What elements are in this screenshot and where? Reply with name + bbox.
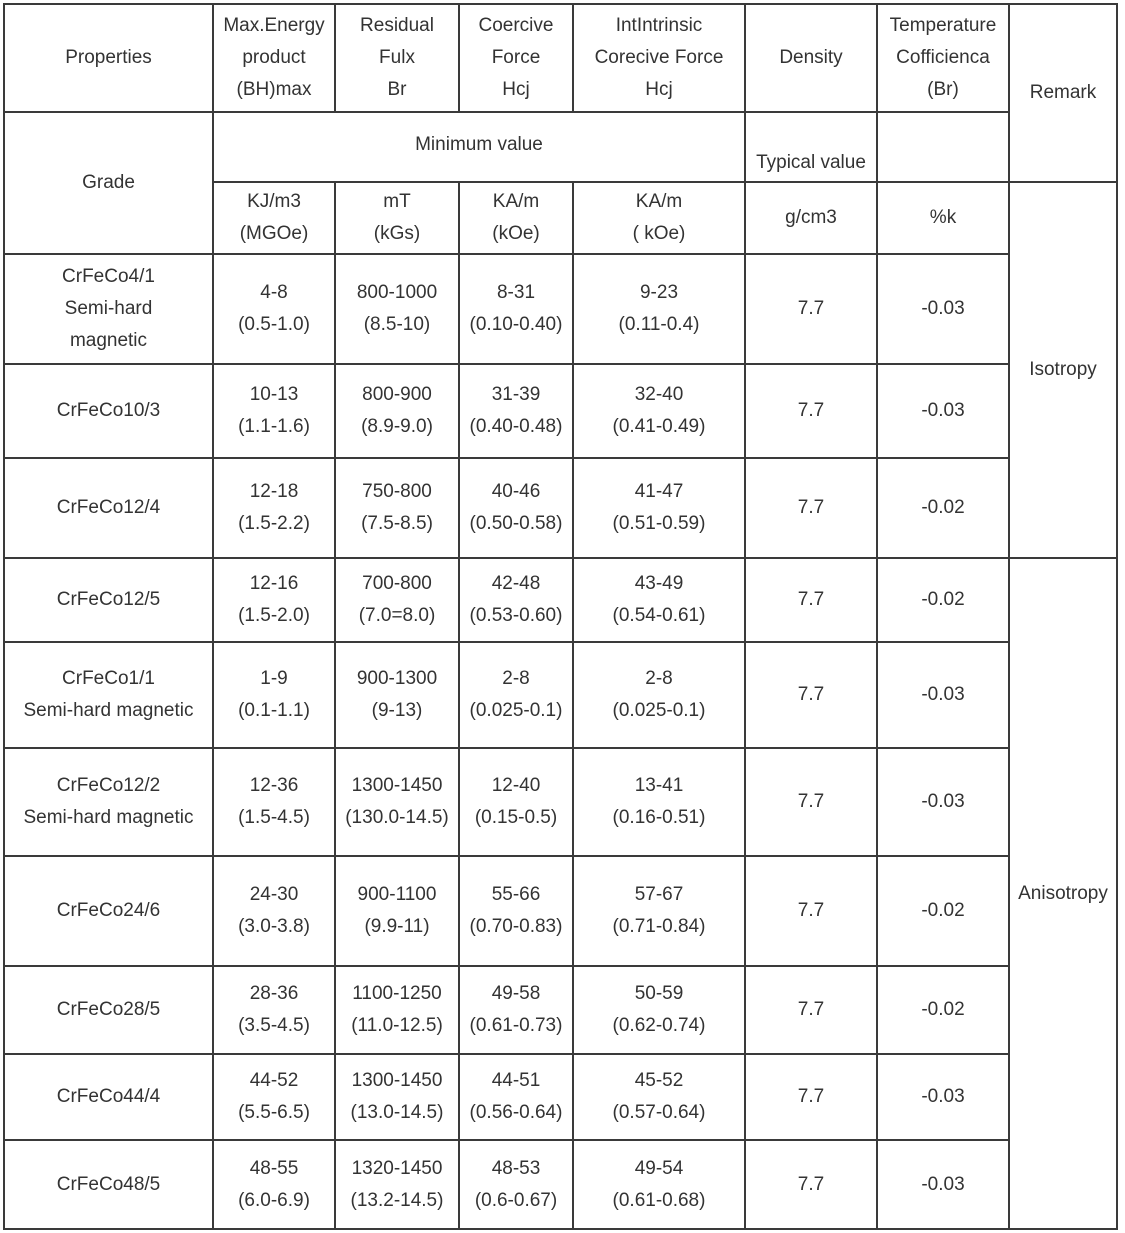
intrinsic-cell: 9-23 (0.11-0.4): [573, 254, 745, 364]
temperature-cell: -0.02: [877, 856, 1009, 966]
density-cell: 7.7: [745, 748, 877, 856]
temperature-cell: -0.03: [877, 254, 1009, 364]
table-row: [4, 642, 1117, 748]
table-row: [4, 856, 1117, 966]
grade-cell: CrFeCo28/5: [4, 966, 213, 1054]
density-cell: 7.7: [745, 966, 877, 1054]
coercive-cell: 8-31 (0.10-0.40): [459, 254, 573, 364]
energy-cell: 44-52 (5.5-6.5): [213, 1054, 335, 1140]
density-cell: 7.7: [745, 1140, 877, 1229]
remark-anisotropy: Anisotropy: [1009, 558, 1117, 1229]
remark-header: Remark: [1009, 4, 1117, 182]
intrinsic-cell: 50-59 (0.62-0.74): [573, 966, 745, 1054]
density-cell: 7.7: [745, 364, 877, 458]
table-row: [4, 966, 1117, 1054]
residual-cell: 1100-1250 (11.0-12.5): [335, 966, 459, 1054]
intrinsic-cell: 45-52 (0.57-0.64): [573, 1054, 745, 1140]
table-row: [4, 254, 1117, 364]
temperature-cell: -0.03: [877, 642, 1009, 748]
energy-cell: 48-55 (6.0-6.9): [213, 1140, 335, 1229]
table-row: [4, 748, 1117, 856]
temperature-cell: -0.03: [877, 1140, 1009, 1229]
intrinsic-cell: 2-8 (0.025-0.1): [573, 642, 745, 748]
grade-header: Grade: [4, 112, 213, 254]
energy-cell: 10-13 (1.1-1.6): [213, 364, 335, 458]
density-cell: 7.7: [745, 1054, 877, 1140]
max-energy-header: Max.Energy product (BH)max: [213, 4, 335, 112]
temperature-cell: -0.02: [877, 558, 1009, 642]
minimum-value-header: Minimum value: [213, 112, 745, 182]
residual-cell: 1300-1450 (130.0-14.5): [335, 748, 459, 856]
temperature-cell: -0.02: [877, 966, 1009, 1054]
coercive-cell: 44-51 (0.56-0.64): [459, 1054, 573, 1140]
grade-cell: CrFeCo44/4: [4, 1054, 213, 1140]
table-row: [4, 1054, 1117, 1140]
energy-cell: 1-9 (0.1-1.1): [213, 642, 335, 748]
grade-cell: CrFeCo24/6: [4, 856, 213, 966]
magnet-properties-table: [3, 3, 1118, 1230]
grade-cell: CrFeCo12/4: [4, 458, 213, 558]
coercive-cell: 2-8 (0.025-0.1): [459, 642, 573, 748]
table-row: [4, 1140, 1117, 1229]
temperature-cell: -0.03: [877, 364, 1009, 458]
residual-cell: 800-900 (8.9-9.0): [335, 364, 459, 458]
residual-cell: 1300-1450 (13.0-14.5): [335, 1054, 459, 1140]
residual-cell: 800-1000 (8.5-10): [335, 254, 459, 364]
energy-cell: 24-30 (3.0-3.8): [213, 856, 335, 966]
grade-cell: CrFeCo10/3: [4, 364, 213, 458]
coercive-cell: 49-58 (0.61-0.73): [459, 966, 573, 1054]
residual-cell: 700-800 (7.0=8.0): [335, 558, 459, 642]
coercive-cell: 40-46 (0.50-0.58): [459, 458, 573, 558]
intrinsic-cell: 57-67 (0.71-0.84): [573, 856, 745, 966]
residual-cell: 1320-1450 (13.2-14.5): [335, 1140, 459, 1229]
intrinsic-cell: 13-41 (0.16-0.51): [573, 748, 745, 856]
temperature-cell: -0.03: [877, 748, 1009, 856]
coercive-force-header: Coercive Force Hcj: [459, 4, 573, 112]
coercive-cell: 31-39 (0.40-0.48): [459, 364, 573, 458]
typical-value-header: Typical value: [745, 112, 877, 182]
energy-cell: 12-16 (1.5-2.0): [213, 558, 335, 642]
table-row: [4, 364, 1117, 458]
unit-residual: mT (kGs): [335, 182, 459, 254]
header-row-values: [4, 112, 1117, 182]
coercive-cell: 12-40 (0.15-0.5): [459, 748, 573, 856]
intrinsic-cell: 32-40 (0.41-0.49): [573, 364, 745, 458]
residual-flux-header: Residual Fulx Br: [335, 4, 459, 112]
header-row-properties: [4, 4, 1117, 112]
unit-intrinsic: KA/m ( kOe): [573, 182, 745, 254]
residual-cell: 900-1300 (9-13): [335, 642, 459, 748]
unit-temperature: %k: [877, 182, 1009, 254]
intrinsic-cell: 49-54 (0.61-0.68): [573, 1140, 745, 1229]
density-cell: 7.7: [745, 856, 877, 966]
residual-cell: 750-800 (7.5-8.5): [335, 458, 459, 558]
density-cell: 7.7: [745, 558, 877, 642]
energy-cell: 12-36 (1.5-4.5): [213, 748, 335, 856]
table-row: [4, 558, 1117, 642]
density-cell: 7.7: [745, 642, 877, 748]
energy-cell: 28-36 (3.5-4.5): [213, 966, 335, 1054]
energy-cell: 12-18 (1.5-2.2): [213, 458, 335, 558]
coercive-cell: 48-53 (0.6-0.67): [459, 1140, 573, 1229]
intrinsic-cell: 41-47 (0.51-0.59): [573, 458, 745, 558]
unit-density: g/cm3: [745, 182, 877, 254]
unit-coercive: KA/m (kOe): [459, 182, 573, 254]
remark-isotropy: Isotropy: [1009, 182, 1117, 558]
grade-cell: CrFeCo4/1 Semi-hard magnetic: [4, 254, 213, 364]
density-cell: 7.7: [745, 458, 877, 558]
properties-header: Properties: [4, 4, 213, 112]
unit-energy: KJ/m3 (MGOe): [213, 182, 335, 254]
density-header: Density: [745, 4, 877, 112]
table-row: [4, 458, 1117, 558]
density-cell: 7.7: [745, 254, 877, 364]
empty-header-cell: [877, 112, 1009, 182]
coercive-cell: 55-66 (0.70-0.83): [459, 856, 573, 966]
temperature-coefficient-header: Temperature Cofficienca (Br): [877, 4, 1009, 112]
temperature-cell: -0.03: [877, 1054, 1009, 1140]
intrinsic-coercive-header: IntIntrinsic Corecive Force Hcj: [573, 4, 745, 112]
grade-cell: CrFeCo12/2 Semi-hard magnetic: [4, 748, 213, 856]
grade-cell: CrFeCo12/5: [4, 558, 213, 642]
grade-cell: CrFeCo1/1 Semi-hard magnetic: [4, 642, 213, 748]
residual-cell: 900-1100 (9.9-11): [335, 856, 459, 966]
energy-cell: 4-8 (0.5-1.0): [213, 254, 335, 364]
coercive-cell: 42-48 (0.53-0.60): [459, 558, 573, 642]
temperature-cell: -0.02: [877, 458, 1009, 558]
intrinsic-cell: 43-49 (0.54-0.61): [573, 558, 745, 642]
grade-cell: CrFeCo48/5: [4, 1140, 213, 1229]
